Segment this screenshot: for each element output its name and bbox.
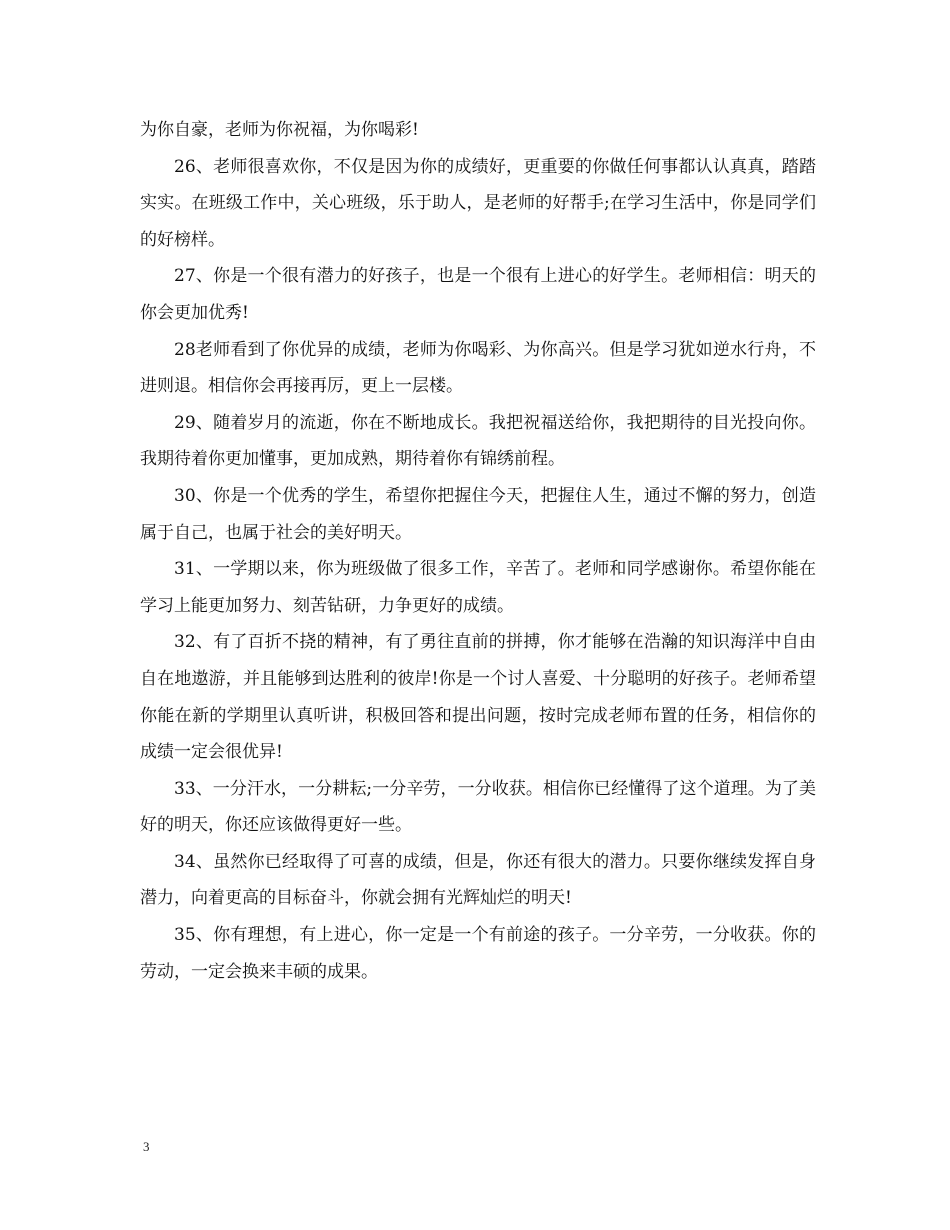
paragraph: 31、一学期以来，你为班级做了很多工作，辛苦了。老师和同学感谢你。希望你能在学习上能更加努力、刻苦钻研，力争更好的成绩。 <box>140 559 816 616</box>
page-number: 3 <box>143 1139 150 1154</box>
paragraph: 30、你是一个优秀的学生，希望你把握住今天，把握住人生，通过不懈的努力，创造属于自己，也属于社会的美好明天。 <box>140 485 816 543</box>
paragraph: 35、你有理想，有上进心，你一定是一个有前途的孩子。一分辛劳，一分收获。你的劳动，一定会换来丰硕的成果。 <box>140 925 816 982</box>
paragraph: 26、老师很喜欢你，不仅是因为你的成绩好，更重要的你做任何事都认认真真，踏踏实实。在班级工作中，关心班级，乐于助人，是老师的好帮手;在学习生活中，你是同学们的好榜样。 <box>140 156 816 250</box>
paragraph: 29、随着岁月的流逝，你在不断地成长。我把祝福送给你，我把期待的目光投向你。我期待着你更加懂事，更加成熟，期待着你有锦绣前程。 <box>140 412 816 470</box>
document-body <box>140 112 816 990</box>
paragraph: 32、有了百折不挠的精神，有了勇往直前的拼搏，你才能够在浩瀚的知识海洋中自由自在地遨游，并且能够到达胜利的彼岸!你是一个讨人喜爱、十分聪明的好孩子。老师希望你能在新的学期里认真听讲，积极回答和提出问题，按时完成老师布置的任务，相信你的成绩一定会很优异! <box>140 632 816 763</box>
paragraph: 为你自豪，老师为你祝福，为你喝彩! <box>140 120 419 140</box>
paragraph: 34、虽然你已经取得了可喜的成绩，但是，你还有很大的潜力。只要你继续发挥自身潜力，向着更高的目标奋斗，你就会拥有光辉灿烂的明天! <box>140 851 816 909</box>
paragraph: 33、一分汗水，一分耕耘;一分辛劳，一分收获。相信你已经懂得了这个道理。为了美好的明天，你还应该做得更好一些。 <box>140 778 816 836</box>
paragraph: 27、你是一个很有潜力的好孩子，也是一个很有上进心的好学生。老师相信：明天的你会更加优秀! <box>140 266 816 323</box>
paragraph: 28老师看到了你优异的成绩，老师为你喝彩、为你高兴。但是学习犹如逆水行舟，不进则退。相信你会再接再厉，更上一层楼。 <box>140 339 816 397</box>
